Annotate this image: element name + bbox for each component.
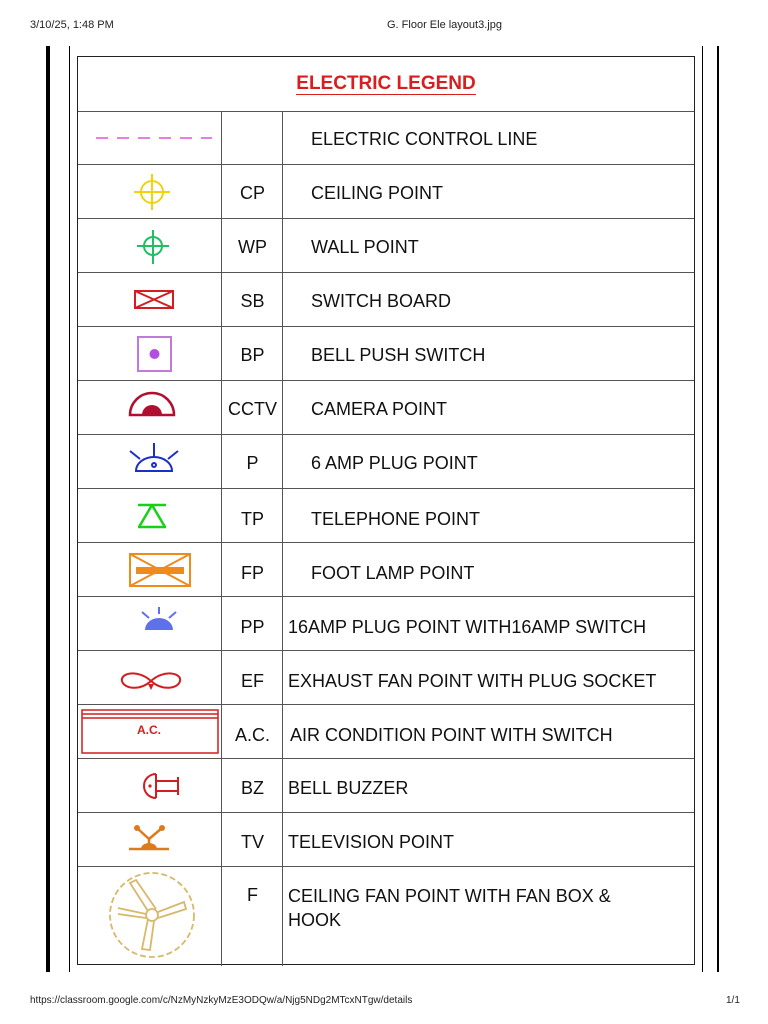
- legend-code: FP: [240, 563, 264, 583]
- bell-push-icon: [78, 327, 222, 381]
- legend-desc: AIR CONDITION POINT WITH SWITCH: [290, 725, 613, 745]
- legend-code: PP: [240, 617, 265, 637]
- right-border-line: [717, 46, 719, 972]
- legend-row-ef: [78, 651, 694, 705]
- legend-row-wp: [78, 219, 694, 273]
- legend-code: SB: [240, 291, 265, 311]
- legend-desc: FOOT LAMP POINT: [311, 563, 475, 583]
- legend-desc: 16AMP PLUG POINT WITH16AMP SWITCH: [288, 617, 647, 637]
- document-title: G. Floor Ele layout3.jpg: [387, 19, 502, 31]
- legend-code: BZ: [240, 778, 264, 798]
- legend-title: ELECTRIC LEGEND: [296, 73, 476, 94]
- dashed-pink-line: [78, 111, 222, 165]
- exhaust-fan-icon: [78, 651, 222, 705]
- wall-point-icon: [78, 219, 222, 273]
- legend-row-p: [78, 435, 694, 489]
- telephone-point-icon: [78, 489, 222, 543]
- electric-legend-table: [77, 56, 695, 965]
- legend-desc: TELEPHONE POINT: [311, 509, 481, 529]
- print-datetime: 3/10/25, 1:48 PM: [30, 19, 114, 31]
- legend-desc: TELEVISION POINT: [288, 832, 455, 852]
- legend-desc: ELECTRIC CONTROL LINE: [311, 129, 538, 149]
- legend-row-tp: [78, 489, 694, 543]
- legend-desc: CEILING FAN POINT WITH FAN BOX &: [288, 886, 611, 906]
- legend-desc: 6 AMP PLUG POINT: [311, 453, 478, 473]
- legend-row-pp: [78, 597, 694, 651]
- left-border-line: [46, 46, 50, 972]
- page-number: 1/1: [726, 995, 740, 1006]
- legend-code: EF: [240, 671, 264, 691]
- legend-desc: BELL PUSH SWITCH: [311, 345, 486, 365]
- legend-row-f: [78, 867, 694, 966]
- tv-point-icon: [78, 813, 222, 867]
- power-plug-icon: [78, 597, 222, 651]
- ceiling-fan-icon: [78, 867, 222, 966]
- foot-lamp-icon: [78, 543, 222, 597]
- ac-symbol-label: A.C.: [137, 723, 161, 737]
- legend-desc-line2: HOOK: [288, 910, 342, 930]
- legend-code: CCTV: [228, 399, 277, 419]
- page-url[interactable]: https://classroom.google.com/c/NzMyNzkyMzE3ODQw/a/Njg5NDg2MTcxNTgw/details: [30, 995, 413, 1006]
- legend-code: TV: [240, 832, 264, 852]
- camera-point-icon: [78, 381, 222, 435]
- right-thin-line: [702, 46, 703, 972]
- legend-desc: EXHAUST FAN POINT WITH PLUG SOCKET: [288, 671, 657, 691]
- switch-board-icon: [78, 273, 222, 327]
- legend-row-bp: [78, 327, 694, 381]
- left-thin-line: [69, 46, 70, 972]
- legend-row-fp: [78, 543, 694, 597]
- bell-buzzer-icon: [78, 759, 222, 813]
- legend-desc: CAMERA POINT: [311, 399, 448, 419]
- legend-code: CP: [239, 183, 265, 203]
- legend-code: BP: [240, 345, 265, 365]
- ceiling-point-icon: [78, 165, 222, 219]
- legend-row-control-line: [78, 111, 694, 165]
- legend-title-row: [78, 57, 694, 112]
- legend-code: TP: [240, 509, 264, 529]
- legend-code: F: [247, 885, 258, 905]
- legend-row-bz: [78, 759, 694, 813]
- plug-point-icon: [78, 435, 222, 489]
- legend-row-sb: [78, 273, 694, 327]
- legend-desc: BELL BUZZER: [288, 778, 409, 798]
- legend-desc: SWITCH BOARD: [311, 291, 452, 311]
- legend-code: A.C.: [234, 725, 270, 745]
- legend-row-tv: [78, 813, 694, 867]
- legend-desc: CEILING POINT: [311, 183, 444, 203]
- legend-code: WP: [238, 237, 267, 257]
- legend-row-cp: [78, 165, 694, 219]
- legend-code: P: [246, 453, 259, 473]
- legend-row-cctv: [78, 381, 694, 435]
- legend-row-ac: [78, 705, 694, 759]
- legend-desc: WALL POINT: [311, 237, 419, 257]
